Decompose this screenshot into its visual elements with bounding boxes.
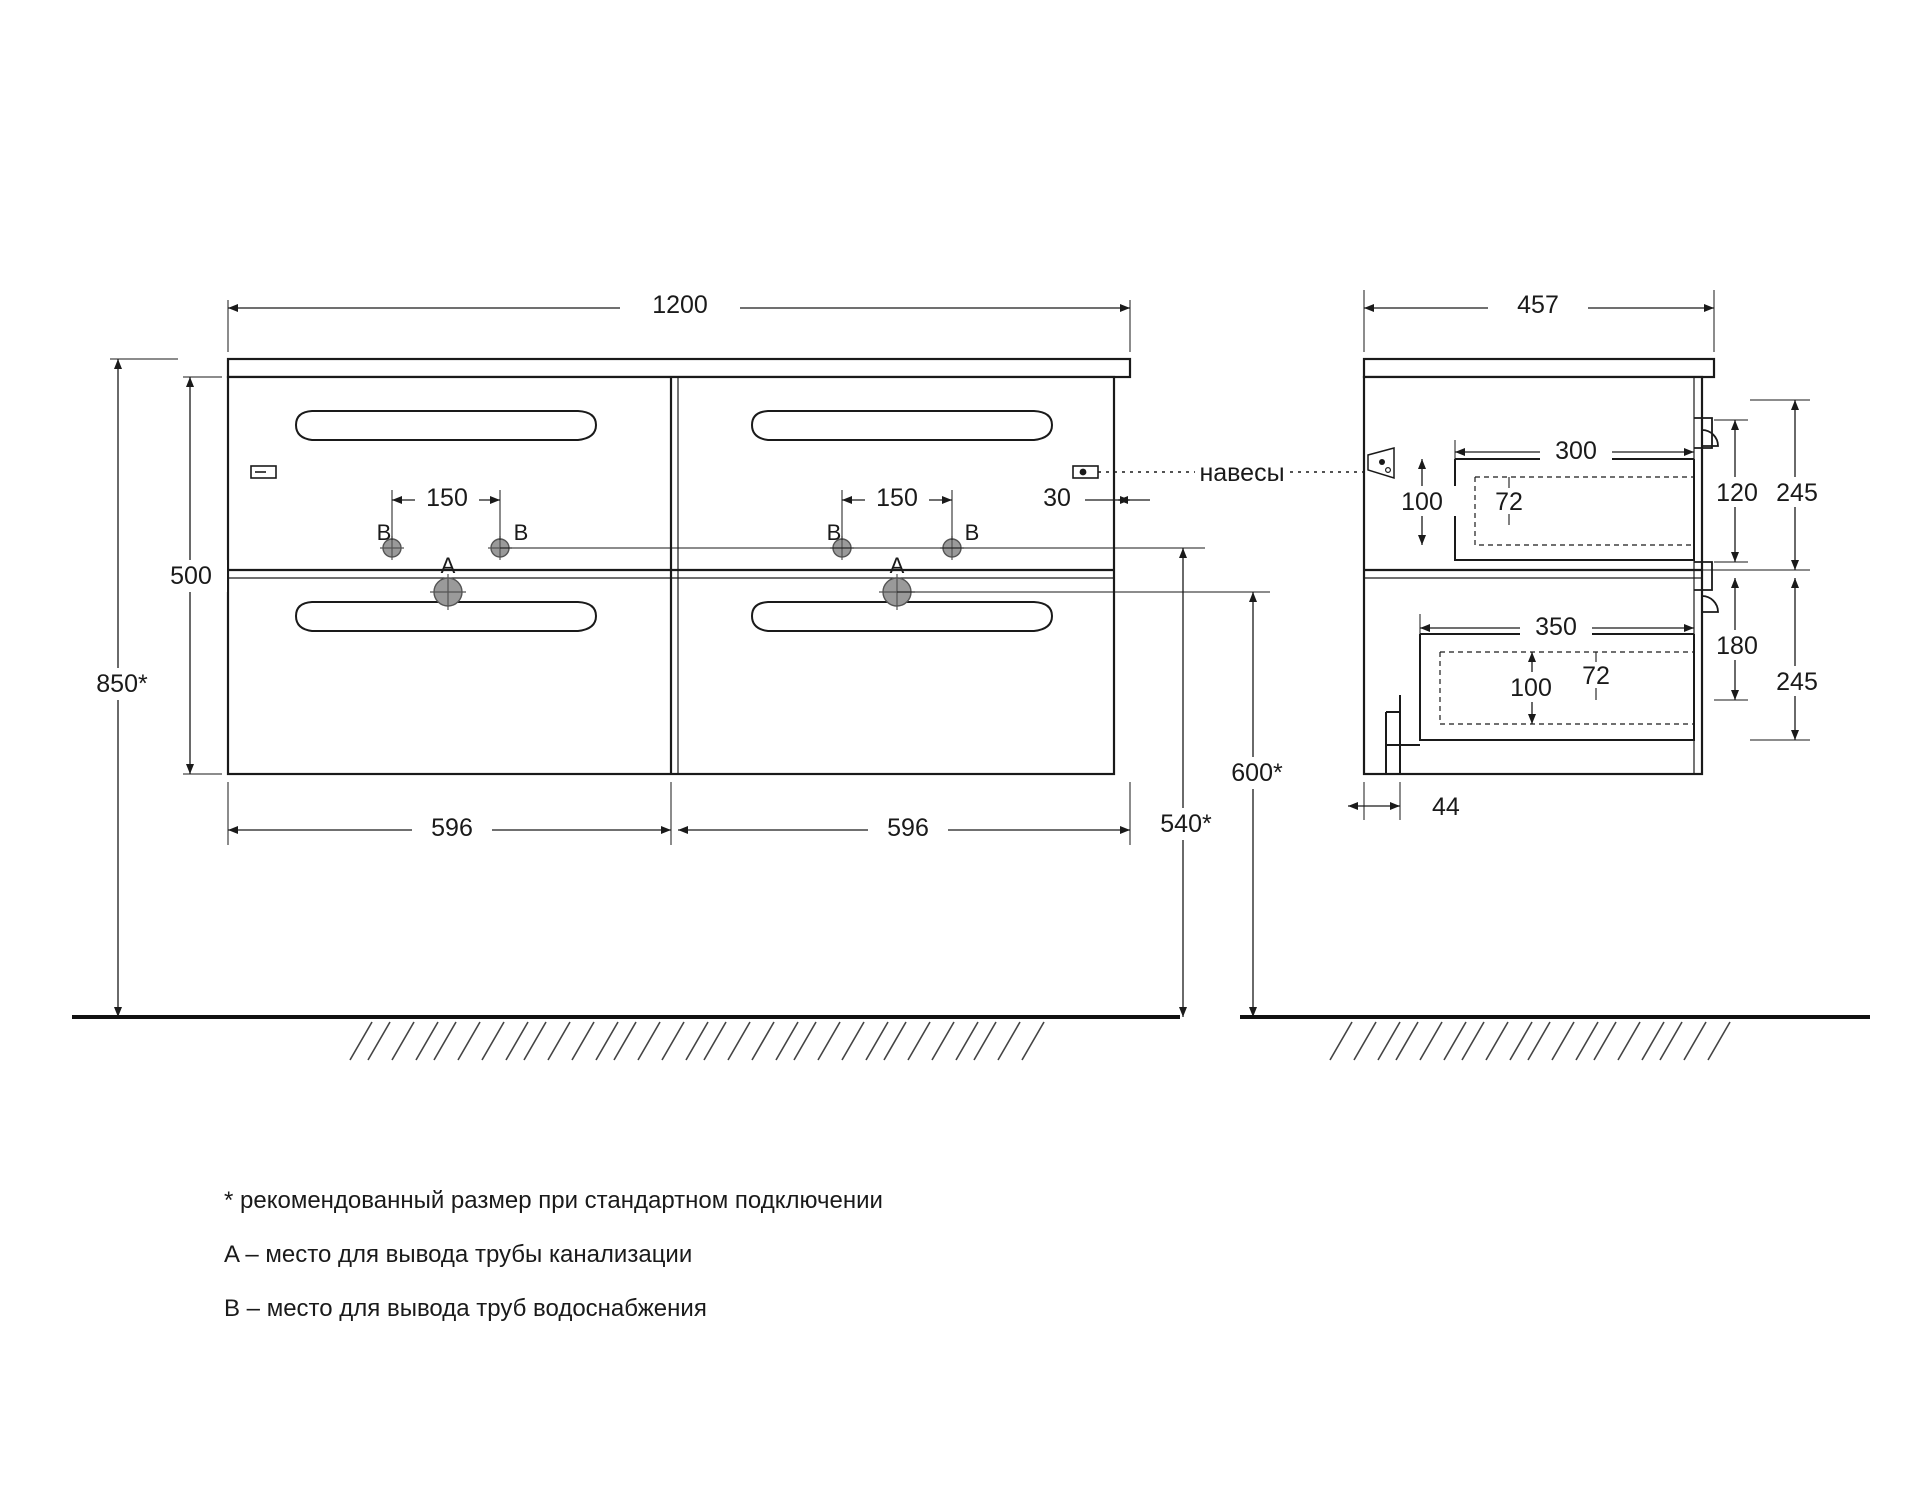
label-b-4: B — [964, 520, 980, 545]
dim-245-upper-label: 245 — [1776, 479, 1818, 507]
dim-850-label: 850* — [96, 670, 148, 698]
dim-150-left-label: 150 — [426, 484, 468, 512]
dim-350-label: 350 — [1535, 613, 1577, 641]
dim-72-lower-label: 72 — [1582, 662, 1610, 690]
dim-120-label: 120 — [1716, 479, 1758, 507]
label-b-2: B — [513, 520, 529, 545]
side-view-group — [1348, 286, 1830, 822]
dim-596-left-label: 596 — [431, 814, 473, 842]
dim-600-label: 600* — [1231, 759, 1283, 787]
front-view-group — [78, 286, 1309, 1017]
dim-cabinet-height — [155, 377, 227, 774]
side-handle-top-curve — [1702, 430, 1718, 446]
dim-total-width — [228, 286, 1130, 352]
dim-457-label: 457 — [1517, 291, 1559, 319]
dim-30-label: 30 — [1043, 484, 1071, 512]
dim-1200-label: 1200 — [652, 291, 708, 319]
side-cabinet-body — [1364, 377, 1702, 774]
dim-245-lower-label: 245 — [1776, 668, 1818, 696]
label-a-1: A — [440, 553, 456, 578]
dim-depth — [1364, 286, 1714, 352]
dim-44-label: 44 — [1432, 793, 1460, 821]
front-countertop — [228, 359, 1130, 377]
dim-180 — [1706, 578, 1768, 700]
side-handle-bottom-curve — [1702, 596, 1718, 612]
label-b-3: B — [826, 520, 842, 545]
dim-180-label: 180 — [1716, 632, 1758, 660]
legend-note-2: A – место для вывода трубы канализации — [224, 1241, 693, 1268]
hangers-label: навесы — [1199, 459, 1285, 487]
legend-notes — [224, 1187, 883, 1322]
dim-100-lower-label: 100 — [1510, 674, 1552, 702]
dim-drawer-widths — [228, 782, 1130, 845]
hangers-callout — [1098, 459, 1370, 487]
label-a-2: A — [889, 553, 905, 578]
dim-100-upper-label: 100 — [1401, 488, 1443, 516]
dim-596-right-label: 596 — [887, 814, 929, 842]
floor-hatching — [350, 1022, 1730, 1060]
dim-120 — [1706, 420, 1768, 562]
dim-72-upper-label: 72 — [1495, 488, 1523, 516]
floor-group — [72, 1017, 1870, 1060]
dim-44 — [1348, 782, 1466, 822]
side-countertop — [1364, 359, 1714, 377]
legend-note-3: B – место для вывода труб водоснабжения — [224, 1295, 707, 1322]
label-b-1: B — [376, 520, 392, 545]
legend-note-1: * рекомендованный размер при стандартном подключении — [224, 1187, 883, 1214]
dim-150-right-label: 150 — [876, 484, 918, 512]
dim-500-label: 500 — [170, 562, 212, 590]
front-hanger-right-dot — [1080, 469, 1087, 476]
dim-300-label: 300 — [1555, 437, 1597, 465]
dim-540-label: 540* — [1160, 810, 1212, 838]
